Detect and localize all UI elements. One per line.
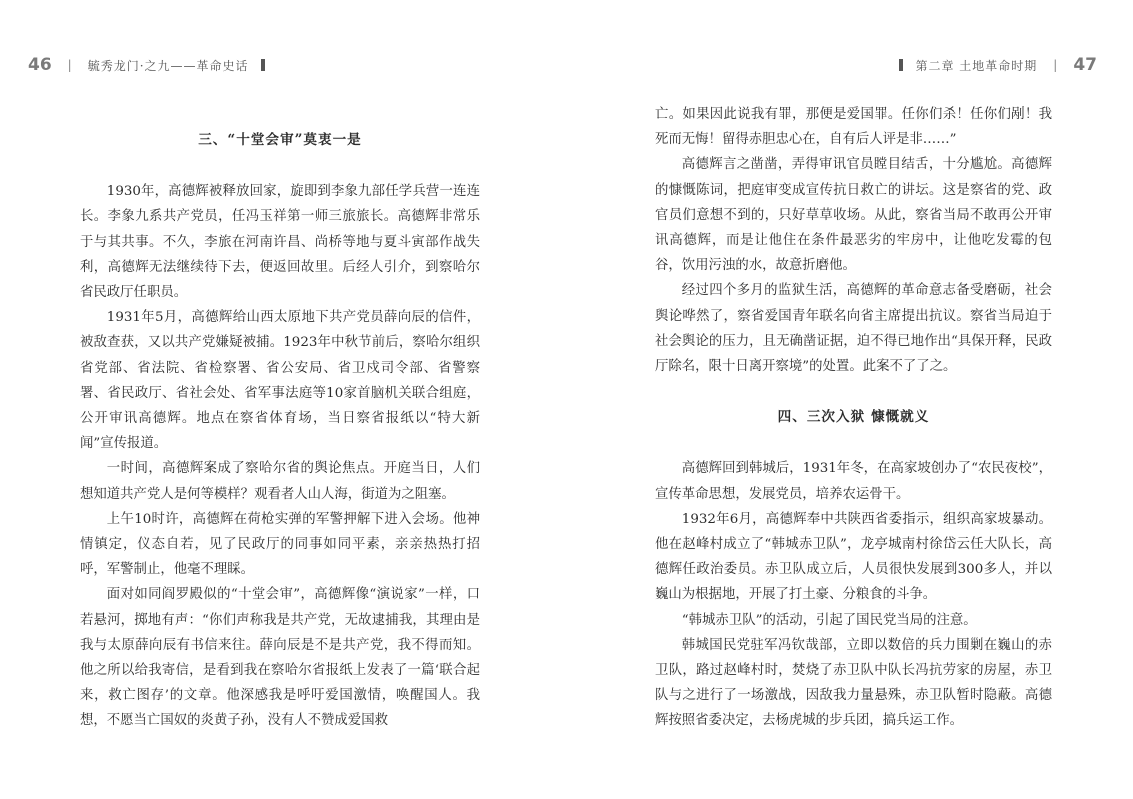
section-heading: 四、三次入狱 慷慨就义 [777,409,930,426]
header-separator: | [67,58,72,72]
right-page-number: 47 [1073,55,1097,75]
left-running-header [28,52,277,78]
header-block-mark [261,59,265,71]
left-page [0,0,566,799]
left-body-text [80,128,480,734]
paragraph: 亡。如果因此说我有罪，那便是爱国罪。任你们杀！任你们剐！我死而无悔！留得赤胆忠心在，自有后人评是非……” [655,107,1052,148]
right-page [567,0,1133,799]
paragraph: “韩城赤卫队”的活动，引起了国民党当局的注意。 [681,612,977,628]
header-block-mark [899,59,903,71]
paragraph: 上午10时许，高德辉在荷枪实弹的军警押解下进入会场。他神情镇定，仪态自若，见了民政厅的同事如同平素，亲亲热热打招呼，军警制止，他毫不理睬。 [80,511,480,578]
right-running-header [887,52,1097,78]
left-page-number: 46 [28,55,52,75]
paragraph: 高德辉回到韩城后，1931年冬，在高家坡创办了“农民夜校”，宣传革命思想，发展党员，培养农运骨干。 [655,461,1052,502]
left-running-title: 毓秀龙门·之九——革命史话 [87,58,249,73]
paragraph: 韩城国民党驻军冯钦哉部，立即以数倍的兵力围剿在巍山的赤卫队，路过赵峰村时，焚烧了赤卫队中队长冯抗劳家的房屋，赤卫队与之进行了一场激战，因敌我力量悬殊，赤卫队暂时隐蔽。高德辉按照省委决定，去杨虎城的步兵团，搞兵运工作。 [655,637,1052,729]
paragraph: 高德辉言之凿凿，弄得审讯官员瞠目结舌，十分尴尬。高德辉的慷慨陈词，把庭审变成宣传抗日救亡的讲坛。这是察省的党、政官员们意想不到的，只好草草收场。从此，察省当局不敢再公开审讯高德辉，而是让他住在条件最恶劣的牢房中，让他吃发霉的包谷，饮用污浊的水，故意折磨他。 [655,157,1052,274]
paragraph: 一时间，高德辉案成了察哈尔省的舆论焦点。开庭当日，人们想知道共产党人是何等模样？观看者人山人海，街道为之阻塞。 [80,461,480,502]
paragraph: 1932年6月，高德辉奉中共陕西省委指示，组织高家坡暴动。他在赵峰村成立了“韩城赤卫队”，龙亭城南村徐岱云任大队长，高德辉任政治委员。赤卫队成立后，人员很快发展到300多人，并以巍山为根据地，开展了打土豪、分粮食的斗争。 [655,511,1052,603]
right-running-title: 第二章 土地革命时期 [915,58,1038,73]
right-body-text [655,102,1052,734]
paragraph: 经过四个多月的监狱生活，高德辉的革命意志备受磨砺，社会舆论哗然了，察省爱国青年联名向省主席提出抗议。察省当局迫于社会舆论的压力，且无确凿证据，迫不得已地作出“具保开释，民政厅除名，限十日离开察境”的处置。此案不了了之。 [655,283,1052,375]
paragraph: 1931年5月，高德辉给山西太原地下共产党员薛向辰的信件，被敌查获，又以共产党嫌疑被捕。1923年中秋节前后，察哈尔组织省党部、省法院、省检察署、省公安局、省卫戍司令部、省警察署、省民政厅、省社会处、省军事法庭等10家首脑机关联合组庭，公开审讯高德辉。地点在察省体育场，当日察省报纸以“特大新闻”宣传报道。 [80,310,480,452]
section-heading: 三、“十堂会审”莫衷一是 [198,132,362,148]
paragraph: 1930年，高德辉被释放回家，旋即到李象九部任学兵营一连连长。李象九系共产党员，任冯玉祥第一师三旅旅长。高德辉非常乐于与其共事。不久，李旅在河南许昌、尚桥等地与夏斗寅部作战失利，高德辉无法继续待下去，便返回故里。后经人引介，到察哈尔省民政厅任职员。 [80,184,480,301]
paragraph: 面对如同阎罗殿似的“十堂会审”，高德辉像“演说家”一样，口若悬河，掷地有声：“你们声称我是共产党，无故逮捕我，其理由是我与太原薛向辰有书信来往。薛向辰是不是共产党，我不得而知。他之所以给我寄信，是看到我在察哈尔省报纸上发表了一篇‘联合起来，救亡图存’的文章。他深感我是呼吁爱国激情，唤醒国人。我想，不愿当亡国奴的炎黄子孙，没有人不赞成爱国救 [80,587,480,729]
header-separator: | [1053,58,1058,72]
